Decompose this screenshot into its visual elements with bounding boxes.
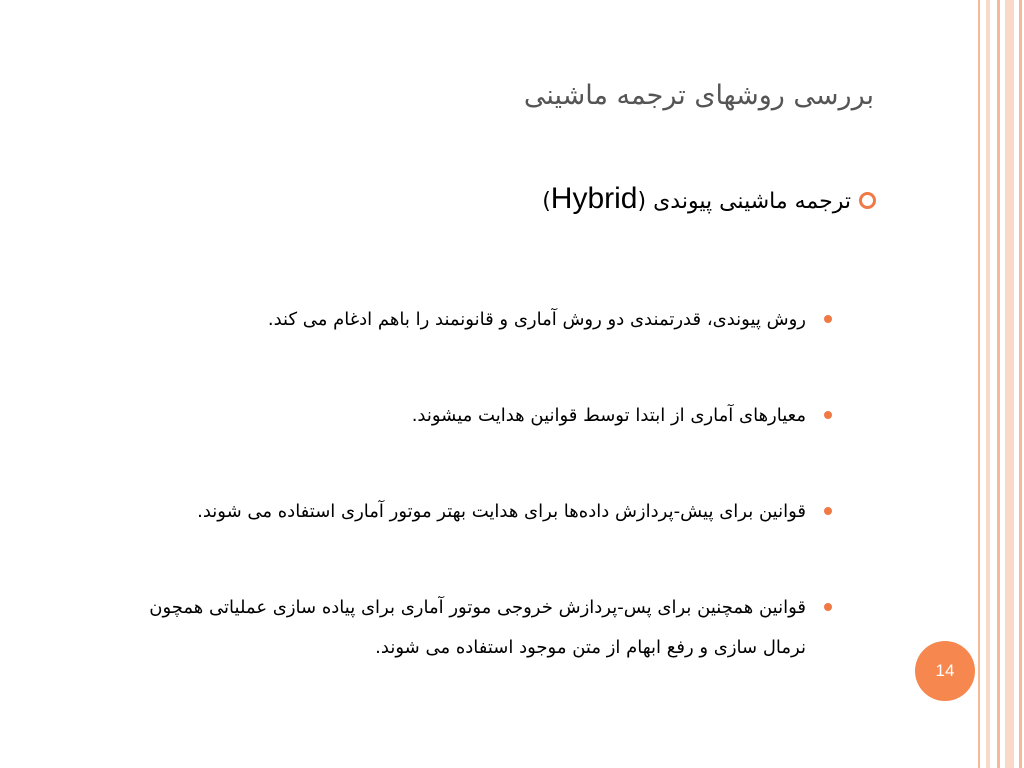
ring-bullet-icon xyxy=(859,192,876,209)
bullet-text: معیارهای آماری از ابتدا توسط قوانین هدایت میشوند. xyxy=(411,405,806,426)
slide-title: بررسی روشهای ترجمه ماشینی xyxy=(523,80,874,111)
bullet-list xyxy=(74,300,834,668)
bullet-text: روش پیوندی، قدرتمندی دو روش آماری و قانونمند را باهم ادغام می کند. xyxy=(267,309,806,330)
bullet-dot-icon xyxy=(824,603,832,611)
heading-persian-text: ترجمه ماشینی پیوندی ( xyxy=(637,189,851,214)
heading-latin-text: Hybrid xyxy=(550,182,638,215)
bullet-text: قوانین همچنین برای پس-پردازش خروجی موتور آماری برای پیاده سازی عملیاتی همچون نرمال سازی و رفع ابهام از متن موجود استفاده می شوند. xyxy=(149,597,806,658)
list-item xyxy=(106,588,834,668)
list-item xyxy=(74,396,834,436)
heading-close-paren: ) xyxy=(542,189,551,214)
bullet-text: قوانین برای پیش-پردازش داده‌ها برای هدایت بهتر موتور آماری استفاده می شوند. xyxy=(197,501,806,522)
decorative-side-stripes xyxy=(976,0,1024,768)
section-heading xyxy=(176,182,876,216)
bullet-dot-icon xyxy=(824,507,832,515)
bullet-dot-icon xyxy=(824,411,832,419)
page-number-badge: 14 xyxy=(915,641,975,701)
list-item xyxy=(74,300,834,340)
list-item xyxy=(74,492,834,532)
bullet-dot-icon xyxy=(824,315,832,323)
